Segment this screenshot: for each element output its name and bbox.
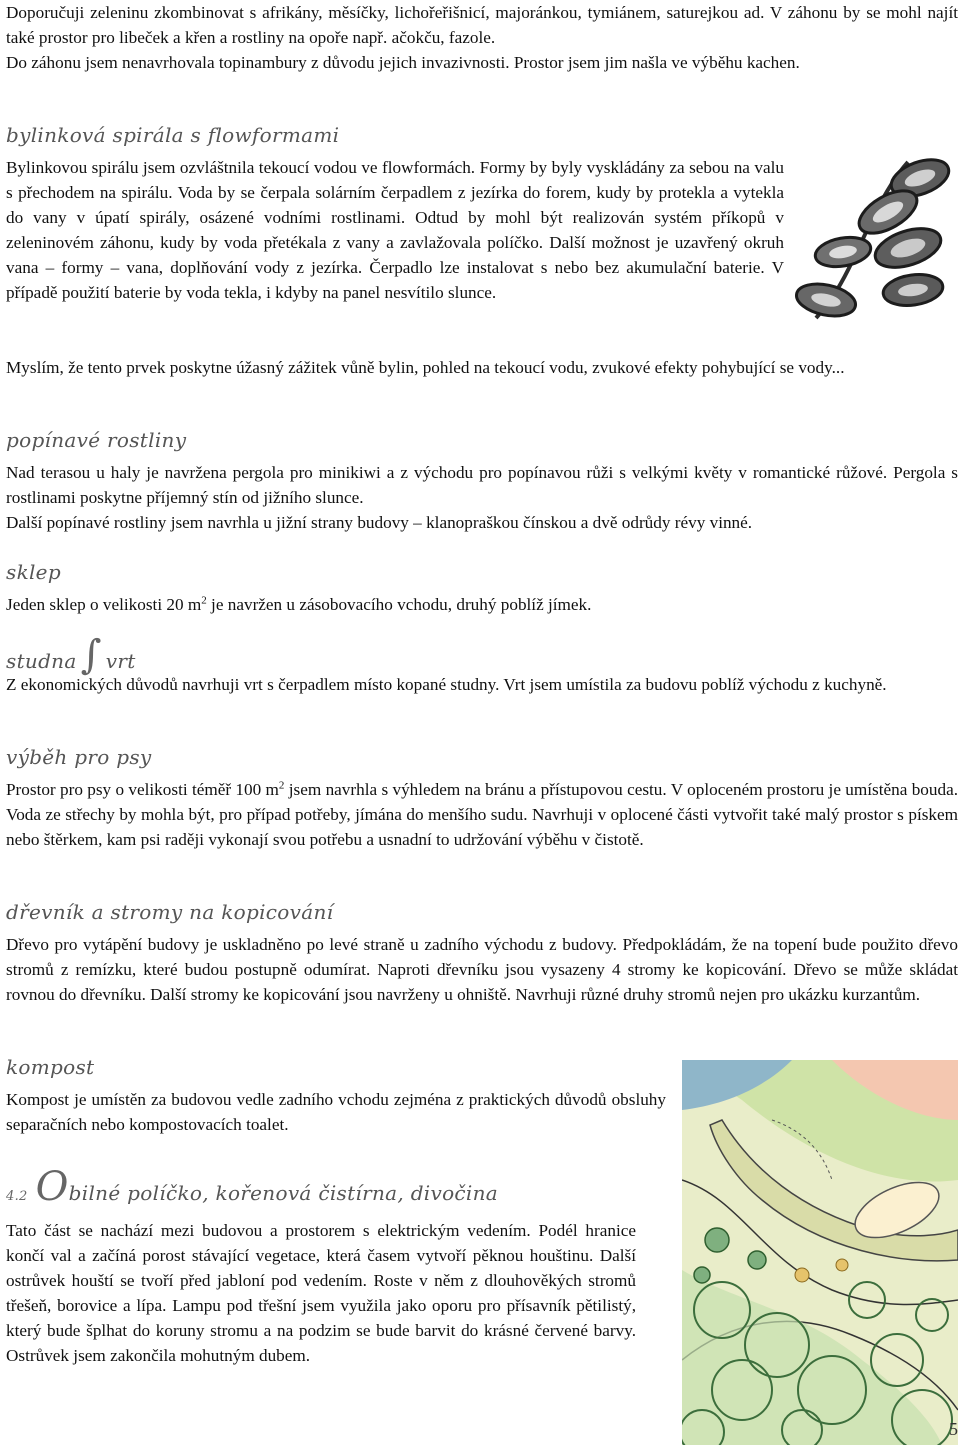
section-title: bilné políčko, kořenová čistírna, divočina <box>68 1181 499 1205</box>
paragraph-vybeh <box>6 777 958 852</box>
paragraph-kompost: Kompost je umístěn za budovou vedle zadního vchodu zejména z praktických důvodů obsluhy separačních nebo kompostovacích toalet. <box>6 1090 666 1134</box>
heading-vrt: vrt <box>105 649 136 673</box>
heading-vybeh-pro-psy: výběh pro psy <box>6 745 152 769</box>
paragraph-zelenina: Doporučuji zeleninu zkombinovat s afrikány, měsíčky, lichořeřišnicí, majoránkou, tymiánem, saturejkou ad. V záhonu by se mohl najít také prostor pro libeček a křen a rostliny na opoře např. ačokču, fazole. <box>6 3 958 47</box>
paragraph-section-4-2: Tato část se nachází mezi budovou a prostorem s elektrickým vedením. Podél hranice končí val a začíná porost stávající vegetace, která časem vytvoří pěknou houštinu. Další ostrůvek houští se tvoří před jabloní pod vedením. Roste v něm z dlouhověkých stromů třešeň, borovice a lípa. Lampu pod třešní jsem využila jako oporu pro přísavník pětilistý, který bude šplhat do koruny stromu a na podzim se bude barvit do krásné červené barvy. Ostrůvek jsem zakončila mohutným dubem. <box>6 1221 636 1365</box>
paragraph-topinambury: Do záhonu jsem nenavrhovala topinambury z důvodu jejich invazivnosti. Prostor jsem jim našla ve výběhu kachen. <box>6 53 800 72</box>
vybeh-text-a: Prostor pro psy o velikosti téměř 100 m <box>6 780 279 799</box>
garden-plan-drawing <box>682 1060 958 1445</box>
paragraph-sklep <box>6 592 958 617</box>
paragraph-popinave-2: Další popínavé rostliny jsem navrhla u jižní strany budovy – klanopraškou čínskou a dvě odrůdy révy vinné. <box>6 513 753 532</box>
vybeh-superscript: 2 <box>278 779 285 792</box>
heading-sklep: sklep <box>6 560 61 584</box>
heading-drevnik: dřevník a stromy na kopicování <box>6 900 334 924</box>
paragraph-popinave-1: Nad terasou u haly je navržena pergola pro minikiwi a z východu pro popínavou růži s velkými květy v romantické růžové. Pergola s rostlinami poskytne příjemný stín od jižního slunce. <box>6 463 958 507</box>
paragraph-spirala-zazitek: Myslím, že tento prvek poskytne úžasný zážitek vůně bylin, pohled na tekoucí vodu, zvukové efekty pohybující se vody... <box>6 358 845 377</box>
sklep-text-a: Jeden sklep o velikosti 20 m <box>6 595 202 614</box>
paragraph-drevnik: Dřevo pro vytápění budovy je uskladněno po levé straně u zadního východu z budovy. Předpokládám, že na topení bude použito dřevo stromů z remízku, které budou postupně odumírat. Naproti dřevníku jsou vysazeny 4 stromy ke kopicování. Dřevo se může skládat rovnou do dřevníku. Další stromy ke kopicování jsou navrženy u ohniště. Navrhuji různé druhy stromů nejen pro ukázku kurzantům. <box>6 935 958 1004</box>
paragraph-spirala: Bylinkovou spirálu jsem ozvláštnila tekoucí vodou ve flowformách. Formy by byly vyskládány za sebou na valu s přechodem na spirálu. Voda by se čerpala solárním čerpadlem z jezírka do forem, kudy by protekla a vytekla do vany v úpatí spirály, osázené vodními rostlinami. Odtud by mohl být realizován systém příkopů v zeleninovém záhonu, kudy by voda přetékala z vany a zavlažovala políčko. Další možnost je uzavřený okruh vana – formy – vana, doplňování vody z jezírka. Čerpadlo lze instalovat s nebo bez akumulační baterie. V případě použití baterie by voda tekla, i kdyby na panel nesvítilo slunce. <box>6 158 784 302</box>
decorative-initial: O <box>35 1164 69 1210</box>
vybeh-text-b: jsem navrhla s výhledem na bránu a přístupovou cestu. V oploceném prostoru je umístěna bouda. Voda ze střechy by mohla být, pro případ potřeby, jímána do menšího sudu. Navrhuji v oplocené části vytvořit také malý prostor s pískem nebo štěrkem, kam psi raději vykonají svou potřebu a usnadní to udržování výběhu v čistotě. <box>6 780 958 849</box>
flowform-image <box>788 150 958 330</box>
heading-section-4-2 <box>6 1164 499 1210</box>
section-number: 4.2 <box>6 1189 28 1204</box>
heading-kompost: kompost <box>6 1055 95 1079</box>
heading-studna: studna <box>6 649 77 673</box>
heading-bylinkova-spirala: bylinková spirála s flowformami <box>6 123 340 147</box>
heading-popinave-rostliny: popínavé rostliny <box>6 428 187 452</box>
sklep-superscript: 2 <box>201 594 207 607</box>
heading-swash-separator: ∫ <box>80 632 102 678</box>
paragraph-studna: Z ekonomických důvodů navrhuji vrt s čerpadlem místo kopané studny. Vrt jsem umístila za budovu poblíž východu z kuchyně. <box>6 675 887 694</box>
sklep-text-b: je navržen u zásobovacího vchodu, druhý poblíž jímek. <box>206 595 592 614</box>
page-number: 5 <box>949 1419 958 1439</box>
heading-studna-vrt <box>6 632 136 678</box>
